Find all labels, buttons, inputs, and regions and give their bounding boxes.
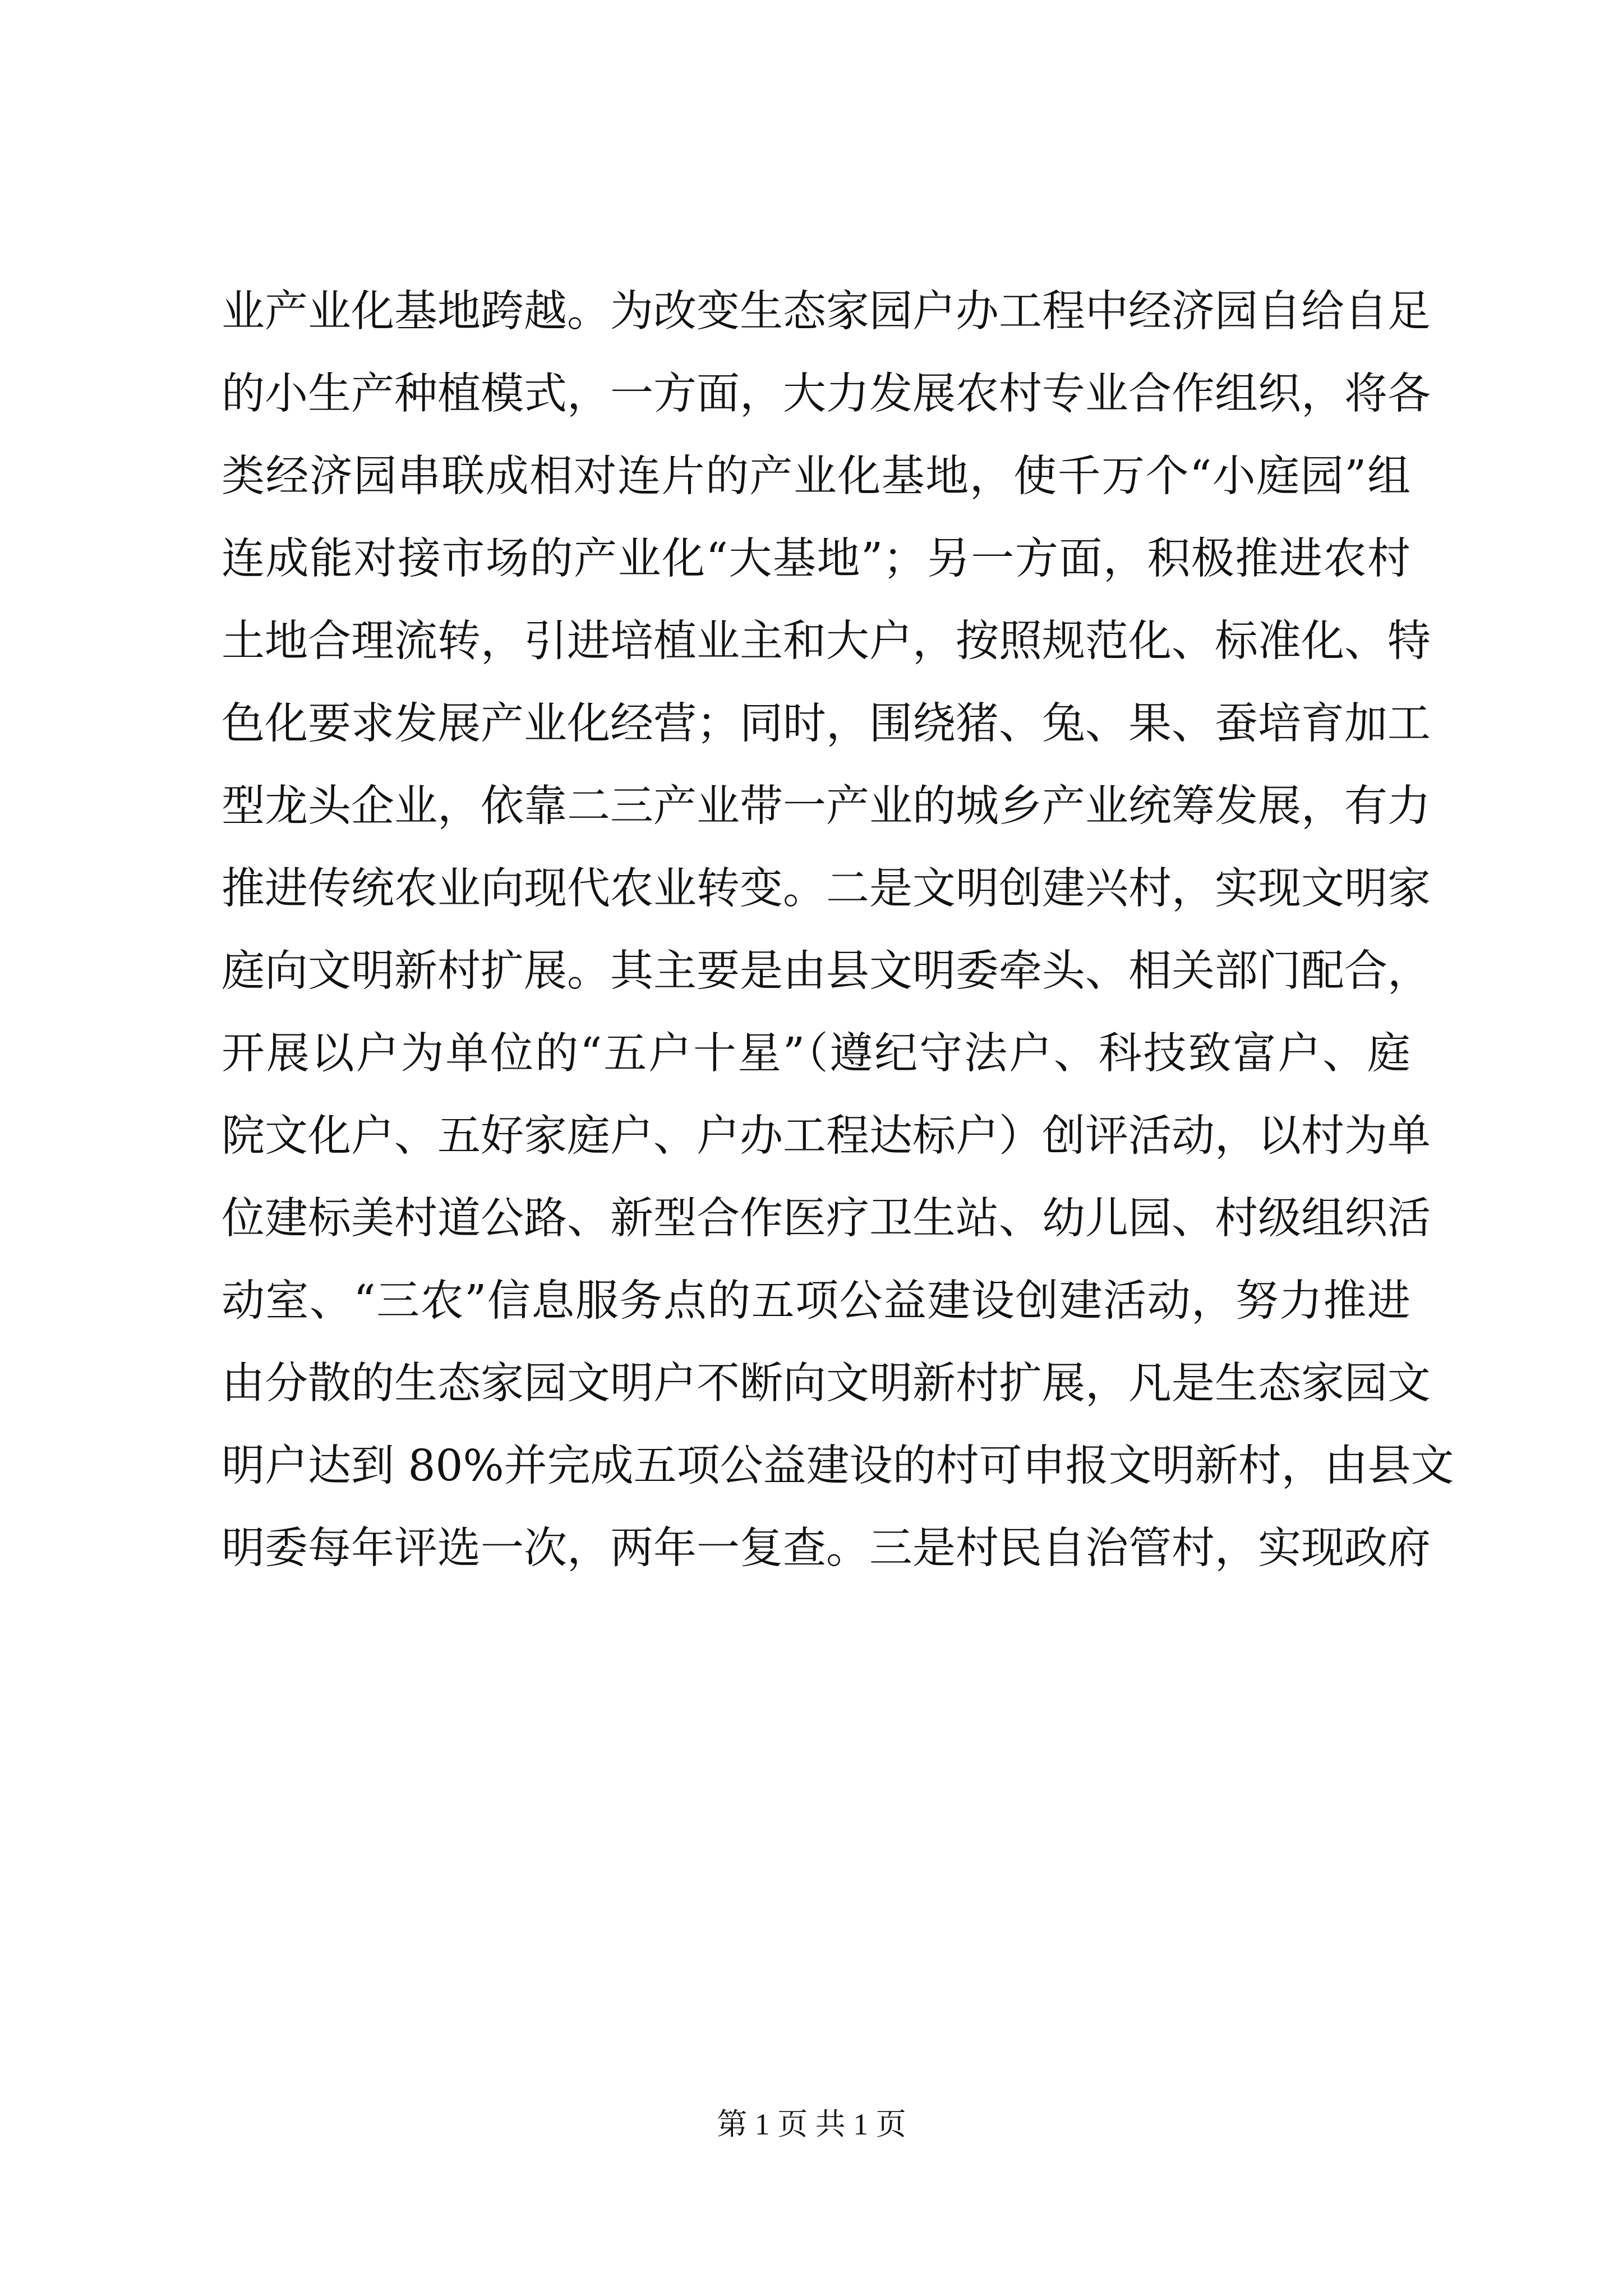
text-line: 院文化户、五好家庭户、户办工程达标户）创评活动，以村为单 (222, 1111, 1431, 1161)
text-line: 的小生产种植模式，一方面，大力发展农村专业合作组织，将各 (222, 369, 1431, 419)
text-line: 推进传统农业向现代农业转变。二是文明创建兴村，实现文明家 (222, 864, 1431, 914)
page-number-label: 第 1 页 共 1 页 (717, 2108, 906, 2141)
text-line: 业产业化基地跨越。为改变生态家园户办工程中经济园自给自足 (222, 287, 1431, 337)
text-line: 类经济园串联成相对连片的产业化基地，使千万个“小庭园”组 (222, 452, 1410, 501)
text-line: 明委每年评选一次，两年一复查。三是村民自治管村，实现政府 (222, 1524, 1431, 1573)
text-line: 开展以户为单位的“五户十星”（遵纪守法户、科技致富户、庭 (222, 1029, 1410, 1079)
page-footer (0, 2105, 1623, 2144)
text-line: 位建标美村道公路、新型合作医疗卫生站、幼儿园、村级组织活 (222, 1194, 1431, 1244)
text-line: 由分散的生态家园文明户不断向文明新村扩展，凡是生态家园文 (222, 1359, 1431, 1409)
text-line: 型龙头企业，依靠二三产业带一产业的城乡产业统筹发展，有力 (222, 781, 1431, 831)
text-line: 土地合理流转，引进培植业主和大户，按照规范化、标准化、特 (222, 616, 1431, 666)
text-line: 明户达到 80%并完成五项公益建设的村可申报文明新村，由县文 (222, 1441, 1454, 1491)
text-line: 色化要求发展产业化经营；同时，围绕猪、兔、果、蚕培育加工 (222, 699, 1431, 749)
text-line: 动室、“三农”信息服务点的五项公益建设创建活动，努力推进 (222, 1276, 1410, 1326)
text-line: 庭向文明新村扩展。其主要是由县文明委牵头、相关部门配合， (222, 946, 1431, 996)
text-line: 连成能对接市场的产业化“大基地”；另一方面，积极推进农村 (222, 534, 1410, 584)
body-text (222, 270, 1454, 1590)
